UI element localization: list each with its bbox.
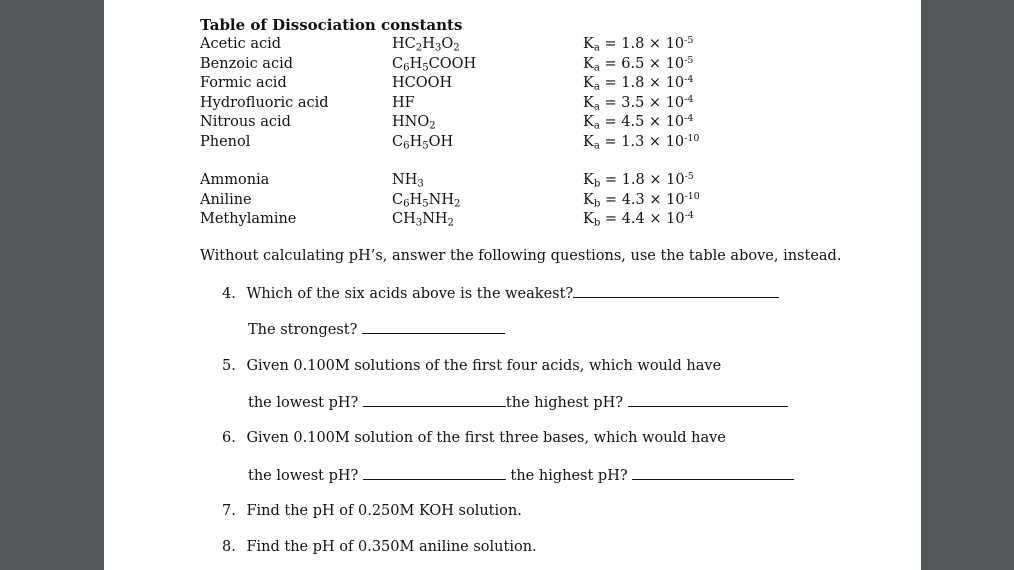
question-4 [222,284,779,303]
formula-text: HNO [392,114,430,131]
dissociation-constant [583,74,693,92]
k-exponent: -10 [684,190,700,202]
k-symbol: K [583,75,594,92]
k-subscript: b [593,198,601,210]
compound-formula [392,35,460,53]
formula-text: H [409,191,423,208]
formula-subscript: 5 [422,62,429,74]
k-times-ten: × 10 [644,191,685,208]
dissociation-constant [583,210,694,228]
k-equals: = [600,172,622,188]
lowest-ph-label: the lowest pH? [248,468,359,484]
question-text: Which of the six acids above is the weakest? [246,286,574,302]
question-text: Find the pH of 0.350M aniline solution. [246,539,537,555]
k-symbol: K [583,94,594,111]
k-equals: = [599,75,622,92]
dissociation-constant [583,191,700,209]
k-times-ten: × 10 [644,134,685,150]
k-equals: = [599,94,622,111]
highest-ph-blank[interactable] [632,466,794,480]
compound-formula [392,113,436,131]
formula-subscript: 5 [422,198,429,210]
compound-formula [392,133,453,151]
k-times-ten: × 10 [644,211,685,228]
highest-ph-blank[interactable] [628,393,788,407]
k-exponent: -5 [684,34,694,46]
k-subscript: b [593,217,601,229]
formula-text: NH [392,172,418,188]
question-number: 6. [222,430,236,446]
question-text: Given 0.100M solutions of the first four acids, which would have [246,358,722,374]
compound-formula [392,191,460,209]
formula-text: NH [428,191,455,208]
k-coefficient: 3.5 [621,94,645,111]
formula-text: HF [392,94,415,111]
formula-subscript: 6 [403,140,410,152]
compound-formula [392,94,415,112]
formula-text: H [409,134,423,150]
k-equals: = [599,134,622,150]
formula-text: NH [422,211,448,228]
k-equals: = [600,191,622,208]
formula-text: O [441,36,454,52]
formula-text: COOH [428,55,477,72]
question-7 [222,502,522,520]
k-exponent: -4 [684,210,694,222]
answer-blank[interactable] [362,320,505,334]
compound-name: Aniline [200,191,252,208]
lowest-ph-label: the lowest pH? [248,395,359,411]
highest-ph-label: the highest pH? [510,468,628,484]
lowest-ph-blank[interactable] [363,466,506,480]
k-exponent: -4 [684,113,694,125]
k-symbol: K [583,36,594,52]
k-exponent: -5 [684,170,694,182]
formula-subscript: 3 [415,217,423,229]
formula-subscript: 3 [434,42,442,54]
k-symbol: K [583,134,594,150]
k-coefficient: 1.8 [621,75,645,92]
formula-text: C [392,55,404,72]
k-coefficient: 1.3 [621,134,645,150]
answer-blank[interactable] [573,284,779,298]
formula-subscript: 2 [415,42,423,54]
compound-name: Phenol [200,134,251,150]
compound-name: Formic acid [200,75,287,92]
k-symbol: K [583,211,594,228]
formula-subscript: 6 [403,198,410,210]
k-times-ten: × 10 [644,172,685,188]
formula-subscript: 2 [454,198,461,210]
formula-text: HCOOH [392,75,453,92]
question-6-answers [248,466,794,485]
k-coefficient: 4.3 [621,191,645,208]
question-8 [222,538,537,556]
question-5 [222,357,721,375]
highest-ph-label: the highest pH? [505,395,624,411]
instructions: Without calculating pH’s, answer the following questions, use the table above, instead. [200,248,842,264]
compound-formula [392,171,424,189]
k-symbol: K [583,55,594,72]
question-number: 4. [222,286,236,302]
k-equals: = [599,55,622,72]
compound-name: Hydrofluoric acid [200,94,329,111]
compound-formula [392,55,476,73]
question-6 [222,429,726,447]
dissociation-constant [583,94,693,112]
k-equals: = [599,36,622,52]
dissociation-constant [583,55,693,73]
question-text: Find the pH of 0.250M KOH solution. [246,503,522,519]
compound-name: Benzoic acid [200,55,293,72]
k-exponent: -4 [684,74,694,86]
k-subscript: a [593,140,600,152]
k-times-ten: × 10 [644,114,685,131]
table-title: Table of Dissociation constants [200,16,463,34]
k-subscript: a [593,62,600,74]
dissociation-constant [583,35,693,53]
question-number: 5. [222,358,236,374]
k-coefficient: 1.8 [621,36,645,52]
dissociation-constant [583,113,693,131]
k-times-ten: × 10 [644,75,685,92]
k-subscript: b [593,178,601,190]
compound-name: Methylamine [200,211,297,228]
question-number: 8. [222,539,236,555]
formula-subscript: 6 [403,62,410,74]
k-symbol: K [583,172,594,188]
formula-text: C [392,134,404,150]
question-text: The strongest? [248,322,358,338]
compound-name: Ammonia [200,172,270,188]
dissociation-constant [583,171,694,189]
k-coefficient: 1.8 [621,172,645,188]
k-equals: = [599,114,622,131]
formula-subscript: 3 [417,178,424,190]
formula-subscript: 2 [453,42,460,54]
lowest-ph-blank[interactable] [363,393,506,407]
formula-subscript: 2 [429,120,436,132]
k-exponent: -4 [684,93,694,105]
k-exponent: -10 [684,132,700,144]
formula-text: H [409,55,423,72]
document-page [104,0,921,570]
compound-formula [392,210,454,228]
formula-text: HC [392,36,416,52]
k-times-ten: × 10 [644,36,685,52]
k-subscript: a [593,81,600,93]
question-text: Given 0.100M solution of the first three bases, which would have [246,430,726,446]
compound-formula [392,74,452,92]
k-times-ten: × 10 [644,94,685,111]
formula-text: OH [428,134,454,150]
compound-name: Acetic acid [200,36,282,52]
k-times-ten: × 10 [644,55,685,72]
question-5-answers [248,393,788,412]
dissociation-constant [583,133,699,151]
k-coefficient: 4.4 [621,211,645,228]
k-equals: = [600,211,622,228]
compound-name: Nitrous acid [200,114,291,131]
k-symbol: K [583,191,594,208]
k-subscript: a [593,42,600,54]
formula-text: CH [392,211,416,228]
k-symbol: K [583,114,594,131]
k-subscript: a [593,120,600,132]
question-number: 7. [222,503,236,519]
k-exponent: -5 [684,54,694,66]
formula-text: H [422,36,435,52]
question-4-strongest [248,320,505,339]
formula-subscript: 5 [422,140,429,152]
formula-subscript: 2 [447,217,454,229]
formula-text: C [392,191,404,208]
k-coefficient: 4.5 [621,114,645,131]
k-subscript: a [593,101,600,113]
k-coefficient: 6.5 [621,55,645,72]
